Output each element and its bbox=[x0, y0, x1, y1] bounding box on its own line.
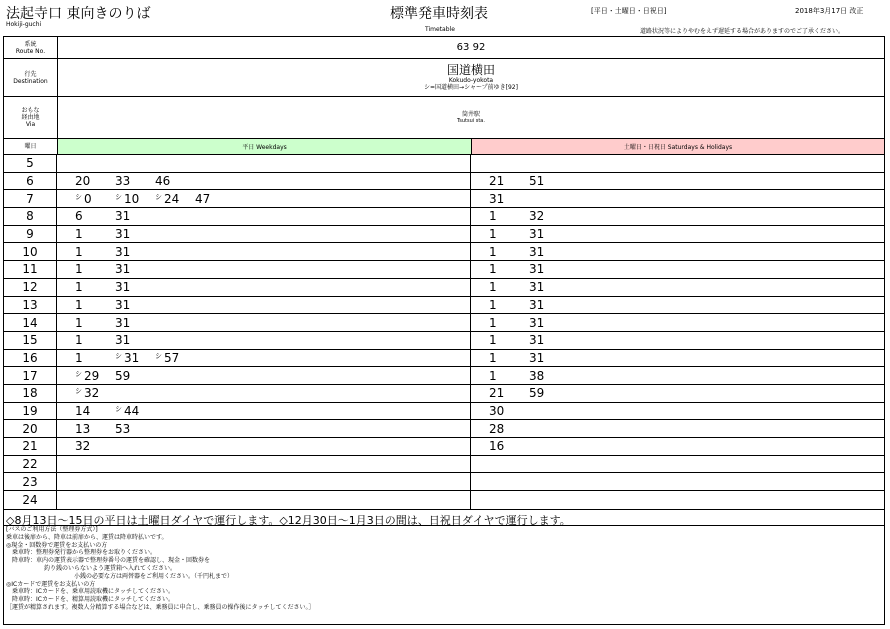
weekday-cell bbox=[57, 367, 471, 384]
departure-minute bbox=[75, 298, 115, 312]
instruction-line: ［運賃が精算されます。複数人分精算する場合などは、乗務員に申合し、乗務員の操作後にタッチしてください。］ bbox=[6, 603, 315, 611]
departure-minute bbox=[115, 174, 155, 188]
route-label-en: Route No. bbox=[15, 47, 46, 55]
hour-cell: 14 bbox=[4, 314, 57, 331]
holiday-cell bbox=[471, 420, 884, 437]
holiday-cell bbox=[471, 350, 884, 367]
sharp-destination-mark: シ bbox=[75, 192, 82, 201]
hour-cell: 7 bbox=[4, 190, 57, 207]
minute-value: 51 bbox=[529, 174, 545, 189]
holiday-cell bbox=[471, 243, 884, 260]
minute-value: 44 bbox=[124, 403, 140, 418]
departure-minute bbox=[529, 262, 569, 276]
instruction-line: ◎ICカードで運賃をお支払いの方 bbox=[6, 580, 96, 588]
minute-value: 31 bbox=[115, 333, 131, 348]
hour-row bbox=[4, 155, 884, 173]
minute-value: 31 bbox=[489, 191, 505, 206]
minute-value: 1 bbox=[75, 227, 83, 242]
day-scope: [平日・土曜日・日祝日] bbox=[591, 7, 667, 15]
instruction-line: [バスのご利用方法（整理券方式）] bbox=[6, 526, 98, 533]
minute-value: 1 bbox=[75, 297, 83, 312]
weekday-cell bbox=[57, 243, 471, 260]
minute-value: 57 bbox=[164, 350, 180, 365]
weekday-cell bbox=[57, 261, 471, 278]
minute-value: 28 bbox=[489, 421, 505, 436]
hour-cell: 9 bbox=[4, 226, 57, 243]
departure-minute bbox=[115, 227, 155, 241]
hour-cell: 22 bbox=[4, 456, 57, 473]
minute-value: 1 bbox=[489, 350, 497, 365]
instruction-line: 乗車時：整理券発行器から整理券をお取りください。 bbox=[12, 549, 157, 557]
minute-value: 59 bbox=[529, 386, 545, 401]
route-value: 63 92 bbox=[456, 42, 486, 53]
weekday-cell bbox=[57, 385, 471, 402]
hour-cell: 20 bbox=[4, 420, 57, 437]
minute-value: 29 bbox=[84, 368, 100, 383]
departure-minute bbox=[489, 386, 529, 400]
weekday-cell bbox=[57, 226, 471, 243]
weekday-cell bbox=[57, 297, 471, 314]
stop-romaji: Hokiji-guchi bbox=[6, 21, 42, 28]
destination-en: Kokudo-yokota bbox=[448, 77, 494, 84]
hour-row bbox=[4, 226, 884, 244]
departure-minute bbox=[489, 422, 529, 436]
departure-minute bbox=[115, 280, 155, 294]
departure-minute bbox=[489, 439, 529, 453]
minute-value: 1 bbox=[489, 280, 497, 295]
minute-value: 31 bbox=[529, 227, 545, 242]
departure-minute bbox=[195, 192, 235, 206]
sharp-destination-mark: シ bbox=[75, 369, 82, 378]
minute-value: 1 bbox=[75, 315, 83, 330]
departure-minute bbox=[155, 351, 195, 365]
holiday-column-header: 土曜日・日祝日 Saturdays & Holidays bbox=[472, 139, 884, 154]
minute-value: 20 bbox=[75, 174, 91, 189]
holiday-cell bbox=[471, 279, 884, 296]
route-label-ja: 系統 bbox=[24, 40, 37, 48]
departure-minute bbox=[75, 209, 115, 223]
departure-minute bbox=[489, 351, 529, 365]
hour-row bbox=[4, 190, 884, 208]
sharp-destination-mark: シ bbox=[115, 351, 122, 360]
minute-value: 31 bbox=[529, 350, 545, 365]
minute-value: 38 bbox=[529, 368, 545, 383]
departure-minute bbox=[489, 316, 529, 330]
departure-minute bbox=[489, 262, 529, 276]
departure-minute bbox=[115, 351, 155, 365]
hour-cell: 21 bbox=[4, 438, 57, 455]
departure-minute bbox=[529, 280, 569, 294]
departure-minute bbox=[75, 245, 115, 259]
weekday-cell bbox=[57, 473, 471, 490]
holiday-cell bbox=[471, 190, 884, 207]
destination-label-ja: 行先 bbox=[24, 70, 37, 78]
via-ja: 筒井駅 bbox=[461, 111, 480, 118]
departure-minute bbox=[115, 316, 155, 330]
holiday-cell bbox=[471, 314, 884, 331]
departure-minute bbox=[529, 351, 569, 365]
minute-value: 0 bbox=[84, 191, 92, 206]
minute-value: 31 bbox=[529, 244, 545, 259]
holiday-cell bbox=[471, 332, 884, 349]
minute-value: 1 bbox=[489, 297, 497, 312]
hour-row bbox=[4, 367, 884, 385]
departure-minute bbox=[489, 192, 529, 206]
minute-value: 33 bbox=[115, 174, 131, 189]
departure-minute bbox=[75, 174, 115, 188]
minute-value: 1 bbox=[489, 209, 497, 224]
holiday-cell bbox=[471, 297, 884, 314]
weekday-cell bbox=[57, 314, 471, 331]
holiday-cell bbox=[471, 473, 884, 490]
holiday-schedule-notice: ◇8月13日～15日の平日は土曜日ダイヤで運行します。◇12月30日～1月3日の間は、日祝日ダイヤで運行します。 bbox=[4, 510, 884, 526]
holiday-cell bbox=[471, 438, 884, 455]
weekday-column-header: 平日 Weekdays bbox=[58, 139, 472, 154]
instruction-line: 釣り銭のいらないよう運賃箱へ入れてください。 bbox=[44, 564, 177, 572]
departure-minute bbox=[489, 227, 529, 241]
departure-minute bbox=[115, 262, 155, 276]
hour-column-header: 曜日 bbox=[4, 139, 58, 154]
minute-value: 31 bbox=[115, 297, 131, 312]
departure-minute bbox=[529, 245, 569, 259]
sharp-destination-mark: シ bbox=[115, 404, 122, 413]
weekday-cell bbox=[57, 438, 471, 455]
departure-minute bbox=[75, 369, 115, 383]
hour-row bbox=[4, 385, 884, 403]
hour-cell: 10 bbox=[4, 243, 57, 260]
holiday-cell bbox=[471, 261, 884, 278]
hour-row bbox=[4, 243, 884, 261]
departure-minute bbox=[529, 333, 569, 347]
hour-row bbox=[4, 420, 884, 438]
hour-row bbox=[4, 314, 884, 332]
revision-date: 2018年3月17日 改正 bbox=[795, 7, 864, 15]
instruction-line: 小銭の必要な方は両替器をご利用ください。（千円札まで） bbox=[74, 572, 234, 580]
departure-minute bbox=[529, 386, 569, 400]
minute-value: 13 bbox=[75, 421, 91, 436]
hour-cell: 6 bbox=[4, 173, 57, 190]
hour-cell: 17 bbox=[4, 367, 57, 384]
departure-minute bbox=[489, 298, 529, 312]
header bbox=[0, 0, 890, 36]
weekday-cell bbox=[57, 332, 471, 349]
weekday-cell bbox=[57, 491, 471, 509]
weekday-cell bbox=[57, 208, 471, 225]
departure-minute bbox=[115, 209, 155, 223]
departure-minute bbox=[529, 209, 569, 223]
minute-value: 47 bbox=[195, 191, 211, 206]
weekday-cell bbox=[57, 456, 471, 473]
via-row bbox=[4, 97, 884, 139]
holiday-cell bbox=[471, 403, 884, 420]
minute-value: 31 bbox=[115, 315, 131, 330]
departure-minute bbox=[115, 333, 155, 347]
minute-value: 21 bbox=[489, 174, 505, 189]
destination-row bbox=[4, 59, 884, 97]
weekday-cell bbox=[57, 173, 471, 190]
departure-minute bbox=[529, 369, 569, 383]
minute-value: 31 bbox=[115, 227, 131, 242]
weekday-cell bbox=[57, 279, 471, 296]
hour-rows bbox=[4, 155, 884, 509]
hour-row bbox=[4, 173, 884, 191]
via-label bbox=[4, 97, 58, 138]
hour-cell: 19 bbox=[4, 403, 57, 420]
minute-value: 31 bbox=[115, 280, 131, 295]
minute-value: 1 bbox=[489, 368, 497, 383]
minute-value: 1 bbox=[75, 280, 83, 295]
departure-minute bbox=[489, 333, 529, 347]
departure-minute bbox=[75, 333, 115, 347]
hour-cell: 5 bbox=[4, 155, 57, 172]
hour-row bbox=[4, 350, 884, 368]
departure-minute bbox=[115, 192, 155, 206]
holiday-cell bbox=[471, 155, 884, 172]
hour-row bbox=[4, 261, 884, 279]
instruction-line: 乗車は後扉から、降車は前扉から、運賃は降車時払いです。 bbox=[6, 533, 168, 541]
minute-value: 31 bbox=[529, 280, 545, 295]
departure-minute bbox=[115, 422, 155, 436]
weekday-cell bbox=[57, 403, 471, 420]
hour-cell: 11 bbox=[4, 261, 57, 278]
instruction-line: 乗車時：ICカードを、乗車用読取機にタッチしてください。 bbox=[12, 588, 174, 596]
minute-value: 32 bbox=[75, 439, 91, 454]
minute-value: 32 bbox=[529, 209, 545, 224]
holiday-cell bbox=[471, 456, 884, 473]
departure-minute bbox=[75, 351, 115, 365]
holiday-cell bbox=[471, 208, 884, 225]
route-row bbox=[4, 37, 884, 59]
departure-minute bbox=[115, 298, 155, 312]
hour-row bbox=[4, 208, 884, 226]
hour-cell: 8 bbox=[4, 208, 57, 225]
minute-value: 46 bbox=[155, 174, 171, 189]
minute-value: 1 bbox=[489, 227, 497, 242]
destination-ja: 国道横田 bbox=[446, 63, 495, 77]
sharp-destination-mark: シ bbox=[155, 192, 162, 201]
weekday-cell bbox=[57, 350, 471, 367]
hour-row bbox=[4, 491, 884, 509]
minute-value: 30 bbox=[489, 403, 505, 418]
hour-cell: 16 bbox=[4, 350, 57, 367]
holiday-cell bbox=[471, 491, 884, 509]
minute-value: 24 bbox=[164, 191, 180, 206]
column-header-row bbox=[4, 139, 884, 155]
departure-minute bbox=[529, 298, 569, 312]
departure-minute bbox=[115, 245, 155, 259]
minute-value: 31 bbox=[529, 333, 545, 348]
minute-value: 21 bbox=[489, 386, 505, 401]
stop-name: 法起寺口 東向きのりば bbox=[6, 6, 151, 22]
instruction-line: ◎現金・回数券で運賃をお支払いの方 bbox=[6, 541, 108, 549]
departure-minute bbox=[75, 404, 115, 418]
departure-minute bbox=[115, 369, 155, 383]
footer bbox=[3, 510, 885, 625]
document-title: 標準発車時刻表 bbox=[390, 6, 488, 22]
minute-value: 59 bbox=[115, 368, 131, 383]
sharp-destination-mark: シ bbox=[115, 192, 122, 201]
departure-minute bbox=[75, 439, 115, 453]
minute-value: 31 bbox=[529, 297, 545, 312]
departure-minute bbox=[489, 404, 529, 418]
weekday-cell bbox=[57, 190, 471, 207]
route-label bbox=[4, 37, 58, 58]
departure-minute bbox=[155, 174, 195, 188]
minute-value: 31 bbox=[529, 262, 545, 277]
hour-row bbox=[4, 473, 884, 491]
minute-value: 31 bbox=[529, 315, 545, 330]
hour-cell: 23 bbox=[4, 473, 57, 490]
departure-minute bbox=[75, 386, 115, 400]
destination-label-en: Destination bbox=[13, 77, 48, 85]
departure-minute bbox=[489, 245, 529, 259]
holiday-cell bbox=[471, 385, 884, 402]
hour-row bbox=[4, 403, 884, 421]
minute-value: 1 bbox=[489, 244, 497, 259]
weekday-cell bbox=[57, 420, 471, 437]
departure-minute bbox=[489, 369, 529, 383]
destination-label bbox=[4, 59, 58, 96]
minute-value: 14 bbox=[75, 403, 91, 418]
minute-value: 1 bbox=[75, 262, 83, 277]
sharp-destination-mark: シ bbox=[155, 351, 162, 360]
minute-value: 1 bbox=[75, 333, 83, 348]
via-label-en: Via bbox=[25, 121, 36, 128]
departure-minute bbox=[75, 280, 115, 294]
minute-value: 16 bbox=[489, 439, 505, 454]
minute-value: 31 bbox=[124, 350, 140, 365]
departure-minute bbox=[529, 227, 569, 241]
hour-row bbox=[4, 297, 884, 315]
minute-value: 1 bbox=[489, 333, 497, 348]
hour-row bbox=[4, 332, 884, 350]
departure-minute bbox=[75, 227, 115, 241]
timetable-table bbox=[3, 36, 885, 510]
minute-value: 31 bbox=[115, 209, 131, 224]
holiday-cell bbox=[471, 367, 884, 384]
departure-minute bbox=[115, 404, 155, 418]
departure-minute bbox=[529, 316, 569, 330]
hour-row bbox=[4, 456, 884, 474]
hour-cell: 12 bbox=[4, 279, 57, 296]
sharp-destination-mark: シ bbox=[75, 387, 82, 396]
via-label-line1: おもな bbox=[21, 107, 40, 114]
via-label-line2: 経由地 bbox=[21, 114, 40, 121]
via-value-cell bbox=[58, 97, 884, 138]
hour-cell: 15 bbox=[4, 332, 57, 349]
departure-minute bbox=[529, 174, 569, 188]
departure-minute bbox=[75, 192, 115, 206]
minute-value: 1 bbox=[489, 315, 497, 330]
minute-value: 32 bbox=[84, 386, 100, 401]
minute-value: 31 bbox=[115, 244, 131, 259]
weekday-cell bbox=[57, 155, 471, 172]
minute-value: 1 bbox=[75, 350, 83, 365]
departure-minute bbox=[489, 280, 529, 294]
hour-row bbox=[4, 279, 884, 297]
hour-cell: 18 bbox=[4, 385, 57, 402]
departure-minute bbox=[75, 262, 115, 276]
instruction-line: 降車時：ICカードを、精算用読取機にタッチしてください。 bbox=[12, 596, 174, 604]
departure-minute bbox=[75, 316, 115, 330]
minute-value: 1 bbox=[489, 262, 497, 277]
instruction-line: 降車時：車内の運賃表示器で整理券番号の運賃を確認し、現金・回数券を bbox=[12, 557, 211, 565]
holiday-cell bbox=[471, 173, 884, 190]
departure-minute bbox=[489, 174, 529, 188]
minute-value: 1 bbox=[75, 244, 83, 259]
destination-note: シ=国道横田→シャープ前ゆき[92] bbox=[424, 84, 518, 91]
minute-value: 31 bbox=[115, 262, 131, 277]
via-en: Tsutsui sta. bbox=[457, 118, 485, 124]
hour-row bbox=[4, 438, 884, 456]
departure-minute bbox=[489, 209, 529, 223]
minute-value: 10 bbox=[124, 191, 140, 206]
destination-value-cell bbox=[58, 59, 884, 96]
hour-cell: 13 bbox=[4, 297, 57, 314]
minute-value: 6 bbox=[75, 209, 83, 224]
route-value-cell bbox=[58, 37, 884, 58]
holiday-cell bbox=[471, 226, 884, 243]
minute-value: 53 bbox=[115, 421, 131, 436]
departure-minute bbox=[155, 192, 195, 206]
delay-notice: 道路状況等によりやむをえず遅延する場合がありますのでご了承ください。 bbox=[640, 28, 845, 35]
departure-minute bbox=[75, 422, 115, 436]
hour-cell: 24 bbox=[4, 491, 57, 509]
usage-instructions bbox=[4, 526, 884, 612]
document-title-en: Timetable bbox=[425, 26, 455, 33]
